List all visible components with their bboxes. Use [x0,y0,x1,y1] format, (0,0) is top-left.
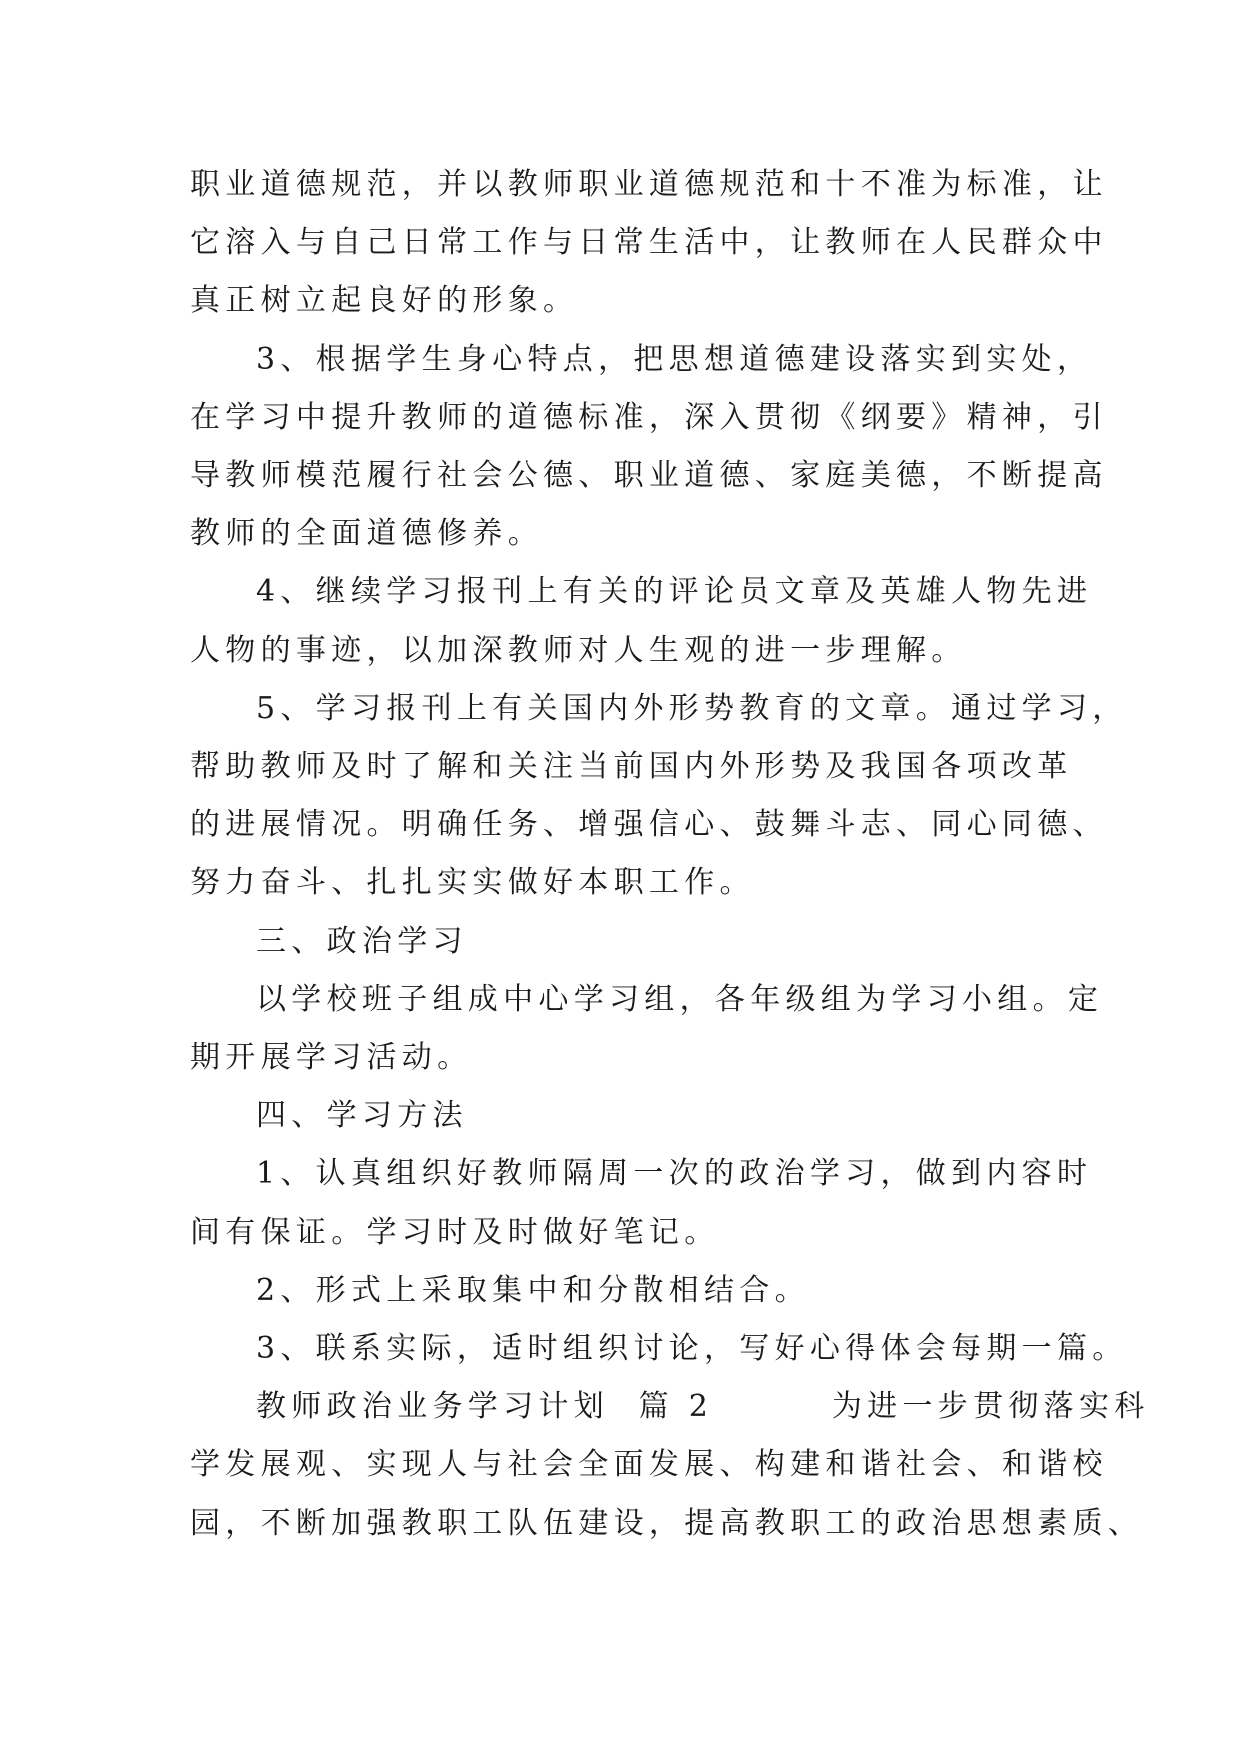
text-line: 园，不断加强教职工队伍建设，提高教职工的政治思想素质、 [190,1505,1144,1541]
text-line: 以学校班子组成中心学习组，各年级组为学习小组。定 [256,981,1104,1017]
text-line: 的进展情况。明确任务、增强信心、鼓舞斗志、同心同德、 [190,807,1108,843]
text-line: 2、形式上采取集中和分散相结合。 [256,1272,810,1308]
text-line: 真正树立起良好的形象。 [190,283,579,319]
text-line: 在学习中提升教师的道德标准，深入贯彻《纲要》精神，引 [190,399,1108,435]
text-line: 1、认真组织好教师隔周一次的政治学习，做到内容时 [256,1156,1093,1192]
text-line: 教师政治业务学习计划 篇 2 为进一步贯彻落实科 [256,1389,1150,1425]
section-heading: 三、政治学习 [256,923,468,959]
text-line: 5、学习报刊上有关国内外形势教育的文章。通过学习， [256,690,1128,726]
text-line: 帮助教师及时了解和关注当前国内外形势及我国各项改革 [190,749,1073,785]
text-line: 3、根据学生身心特点，把思想道德建设落实到实处， [256,341,1093,377]
text-line: 导教师模范履行社会公德、职业道德、家庭美德，不断提高 [190,458,1108,494]
text-line: 3、联系实际，适时组织讨论，写好心得体会每期一篇。 [256,1331,1128,1367]
section-heading: 四、学习方法 [256,1098,468,1134]
text-line: 间有保证。学习时及时做好笔记。 [190,1214,720,1250]
text-line: 期开展学习活动。 [190,1040,473,1076]
text-line: 它溶入与自己日常工作与日常生活中，让教师在人民群众中 [190,225,1108,261]
document-body [190,156,1150,1553]
text-line: 职业道德规范，并以教师职业道德规范和十不准为标准，让 [190,167,1108,202]
text-line: 人物的事迹，以加深教师对人生观的进一步理解。 [190,632,967,668]
text-line: 教师的全面道德修养。 [190,516,543,552]
text-line: 努力奋斗、扎扎实实做好本职工作。 [190,865,755,901]
text-line: 4、继续学习报刊上有关的评论员文章及英雄人物先进 [256,574,1093,610]
text-line: 学发展观、实现人与社会全面发展、构建和谐社会、和谐校 [190,1447,1108,1483]
